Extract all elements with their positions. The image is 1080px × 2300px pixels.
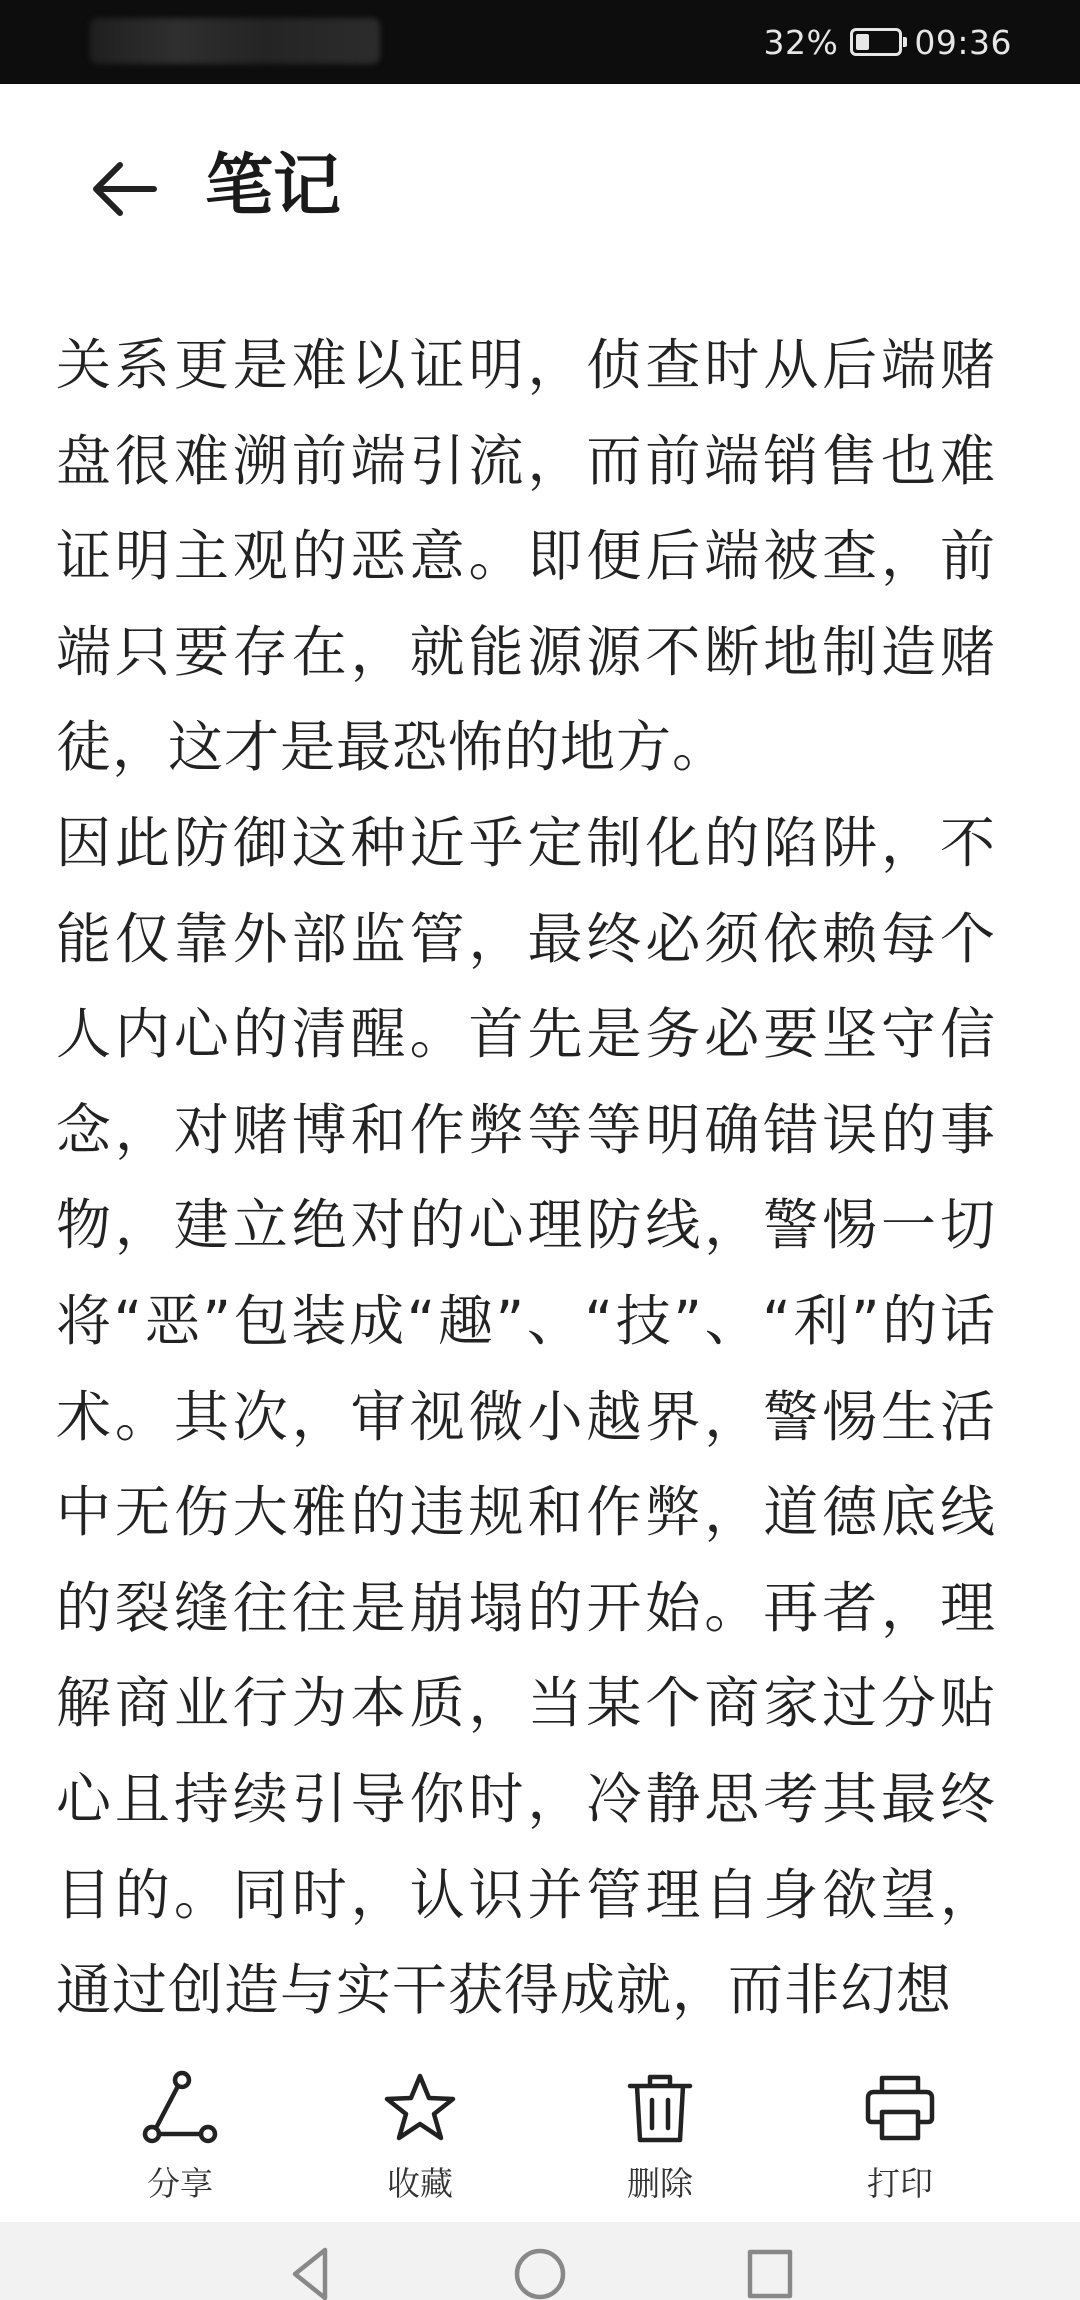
back-button[interactable] xyxy=(78,144,168,234)
print-button[interactable] xyxy=(820,2045,980,2220)
status-indicators xyxy=(764,18,1012,66)
page-title: 笔记 xyxy=(205,147,342,226)
star-icon xyxy=(382,2070,458,2146)
printer-icon xyxy=(862,2070,938,2146)
trash-icon xyxy=(622,2070,698,2146)
print-label: 打印 xyxy=(867,2164,933,2203)
circle-home-icon xyxy=(510,2244,570,2300)
note-paragraph-1: 关系更是难以证明，侦查时从后端赌盘很难溯前端引流，而前端销售也难证明主观的恶意。即便后端被查，前端只要存在，就能源源不断地制造赌徒，这才是最恐怖的地方。 xyxy=(56,333,996,780)
status-bar xyxy=(0,0,1080,84)
note-content[interactable] xyxy=(56,318,996,2028)
share-label: 分享 xyxy=(147,2164,213,2203)
favorite-button[interactable] xyxy=(340,2045,500,2220)
system-nav-bar xyxy=(0,2222,1080,2300)
triangle-back-icon xyxy=(285,2244,335,2300)
arrow-left-icon xyxy=(88,159,158,219)
delete-label: 删除 xyxy=(627,2164,693,2203)
title-bar xyxy=(0,84,1080,284)
delete-button[interactable] xyxy=(580,2045,740,2220)
bottom-toolbar xyxy=(0,2045,1080,2220)
nav-recents-button[interactable] xyxy=(740,2244,800,2300)
favorite-label: 收藏 xyxy=(387,2164,453,2203)
battery-icon xyxy=(850,28,902,56)
battery-level-fill xyxy=(856,34,869,50)
battery-percentage: 32% xyxy=(763,22,839,62)
share-button[interactable] xyxy=(100,2045,260,2220)
nav-home-button[interactable] xyxy=(510,2244,570,2300)
square-recents-icon xyxy=(742,2244,798,2300)
carrier-info-blurred xyxy=(90,18,380,64)
status-time: 09:36 xyxy=(914,22,1012,62)
share-icon xyxy=(142,2070,218,2146)
note-paragraph-2: 因此防御这种近乎定制化的陷阱，不能仅靠外部监管，最终必须依赖每个人内心的清醒。首先是务必要坚守信念，对赌博和作弊等等明确错误的事物，建立绝对的心理防线，警惕一切将“恶”包装成“趣”、“技”、“利”的话术。其次，审视微小越界，警惕生活中无伤大雅的违规和作弊，道德底线的裂缝往往是崩塌的开始。再者，理解商业行为本质，当某个商家过分贴心且持续引导你时，冷静思考其最终目的。同时，认识并管理自身欲望，通过创造与实干获得成就，而非幻想 xyxy=(56,810,996,2023)
nav-back-button[interactable] xyxy=(280,2244,340,2300)
